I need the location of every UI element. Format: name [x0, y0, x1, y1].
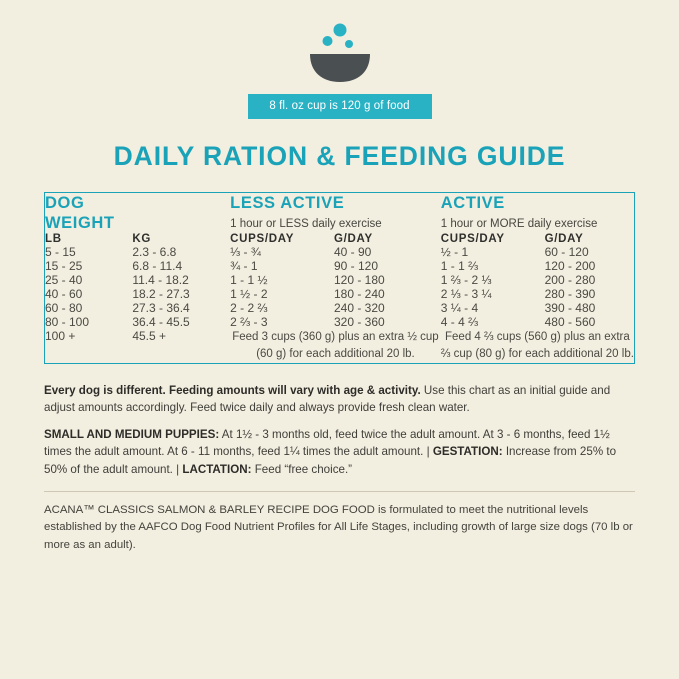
cell-kg: 6.8 - 11.4: [132, 259, 183, 274]
footnote-general: [44, 382, 635, 417]
cell-active-cups: 2 ⅓ - 3 ¼: [440, 287, 492, 302]
cell-less-active-cups: 1 ½ - 2: [230, 287, 268, 302]
table-row-last: [45, 329, 635, 363]
footnote-gestation-text: Increase from 25% to 50% of the adult amount. |: [44, 445, 617, 477]
cell-kg: 36.4 - 45.5: [132, 315, 190, 330]
cell-lb: 25 - 40: [45, 273, 83, 288]
cell-active-grams: 390 - 480: [544, 301, 596, 316]
group-sub-active: 1 hour or MORE daily exercise: [440, 218, 598, 231]
footnote-puppies: [44, 426, 635, 479]
table-row: [45, 301, 635, 315]
page-title: DAILY RATION & FEEDING GUIDE: [113, 141, 566, 171]
cell-active-grams: 200 - 280: [544, 273, 596, 288]
cell-active-cups: ½ - 1: [440, 245, 469, 260]
table-column-header-row: [45, 233, 635, 245]
note-less-active: Feed 3 cups (360 g) plus an extra ½ cup (60 g) for each additional 20 lb.: [232, 331, 439, 360]
aafco-statement: ACANA™ CLASSICS SALMON & BARLEY RECIPE DOG FOOD is formulated to meet the nutritional levels established by the AAFCO Dog Food Nutrient Profiles for All Life Stages, including growth of large size dogs (70 lb or more as an adult).: [44, 503, 633, 551]
cell-lb: 5 - 15: [45, 245, 76, 260]
cell-lb: 100 +: [45, 329, 76, 344]
footnote-general-rest: Use this chart as an initial guide and adjust amounts accordingly. Feed twice daily and always provide fresh clean water.: [44, 383, 611, 415]
footnote-general-bold: Every dog is different. Feeding amounts will vary with age & activity.: [44, 383, 421, 397]
column-header-active-grams: G/DAY: [544, 233, 584, 246]
cell-less-active-grams: 240 - 320: [334, 301, 385, 316]
cell-less-active-cups: 1 - 1 ½: [230, 273, 268, 288]
cup-equivalence-banner: 8 fl. oz cup is 120 g of food: [248, 94, 432, 119]
footnote-puppies-label: SMALL AND MEDIUM PUPPIES:: [44, 427, 220, 441]
dog-bowl-icon: [302, 22, 378, 84]
table-row: [45, 315, 635, 329]
cell-less-active-grams: 40 - 90: [334, 245, 372, 260]
cell-kg: 11.4 - 18.2: [132, 273, 189, 288]
cell-less-active-grams: 180 - 240: [334, 287, 385, 302]
cell-kg: 27.3 - 36.4: [132, 301, 190, 316]
group-header-active: [441, 193, 635, 234]
footnote-puppies-text: At 1½ - 3 months old, feed twice the adult amount. At 3 - 6 months, feed 1½ times the adult amount. At 6 - 11 months, feed 1¼ times the adult amount. |: [44, 427, 610, 459]
cell-active-grams: 480 - 560: [544, 315, 596, 330]
cell-less-active-cups: 2 - 2 ⅔: [230, 301, 268, 316]
footnote-lactation-label: LACTATION:: [182, 463, 252, 477]
group-title-less-active: LESS ACTIVE: [230, 194, 345, 212]
cell-kg: 2.3 - 6.8: [132, 245, 177, 260]
cell-active-grams: 280 - 390: [544, 287, 596, 302]
cell-lb: 60 - 80: [45, 301, 83, 316]
note-active: Feed 4 ⅔ cups (560 g) plus an extra ⅔ cup (80 g) for each additional 20 lb.: [440, 331, 634, 360]
cell-less-active-grams: 320 - 360: [334, 315, 385, 330]
table-row: [45, 245, 635, 259]
cell-active-cups: 4 - 4 ⅔: [440, 315, 479, 330]
cell-less-active-grams: 120 - 180: [334, 273, 385, 288]
cell-active-grams: 120 - 200: [544, 259, 596, 274]
cell-kg: 18.2 - 27.3: [132, 287, 190, 302]
footnote-lactation-text: Feed “free choice.”: [251, 463, 353, 477]
column-header-kg: KG: [132, 233, 151, 246]
cell-active-cups: 1 - 1 ⅔: [440, 259, 479, 274]
cell-lb: 15 - 25: [45, 259, 83, 274]
cell-less-active-cups: ⅓ - ¾: [230, 245, 261, 260]
column-header-lb: LB: [45, 233, 62, 246]
column-header-less-active-cups: CUPS/DAY: [230, 233, 295, 246]
cell-less-active-cups: 2 ⅔ - 3: [230, 315, 268, 330]
footnote-divider: [44, 491, 635, 492]
group-header-less-active: [230, 193, 441, 234]
cell-less-active-cups: ¾ - 1: [230, 259, 258, 274]
bowl-icon-wrap: [44, 0, 635, 84]
column-header-less-active-grams: G/DAY: [334, 233, 373, 246]
cell-active-grams: 60 - 120: [544, 245, 589, 260]
group-title-dog-weight-line2: WEIGHT: [45, 214, 115, 233]
footnote-gestation-label: GESTATION:: [432, 445, 503, 459]
group-title-dog-weight-line1: DOG: [45, 194, 85, 212]
group-sub-less-active: 1 hour or LESS daily exercise: [230, 218, 382, 231]
cell-less-active-grams: 90 - 120: [334, 259, 379, 274]
column-header-active-cups: CUPS/DAY: [440, 233, 505, 246]
cell-kg: 45.5 +: [132, 329, 167, 344]
cell-lb: 80 - 100: [45, 315, 90, 330]
cell-active-cups: 3 ¼ - 4: [440, 301, 479, 316]
footnotes: [44, 382, 635, 555]
table-row: [45, 287, 635, 301]
table-group-header-row: [45, 193, 635, 234]
group-title-active: ACTIVE: [440, 194, 505, 212]
table-row: [45, 273, 635, 287]
table-row: [45, 259, 635, 273]
group-header-dog-weight: [45, 193, 231, 234]
daily-ration-table: [44, 192, 635, 364]
cell-active-cups: 1 ⅔ - 2 ⅓: [440, 273, 492, 288]
cell-lb: 40 - 60: [45, 287, 83, 302]
